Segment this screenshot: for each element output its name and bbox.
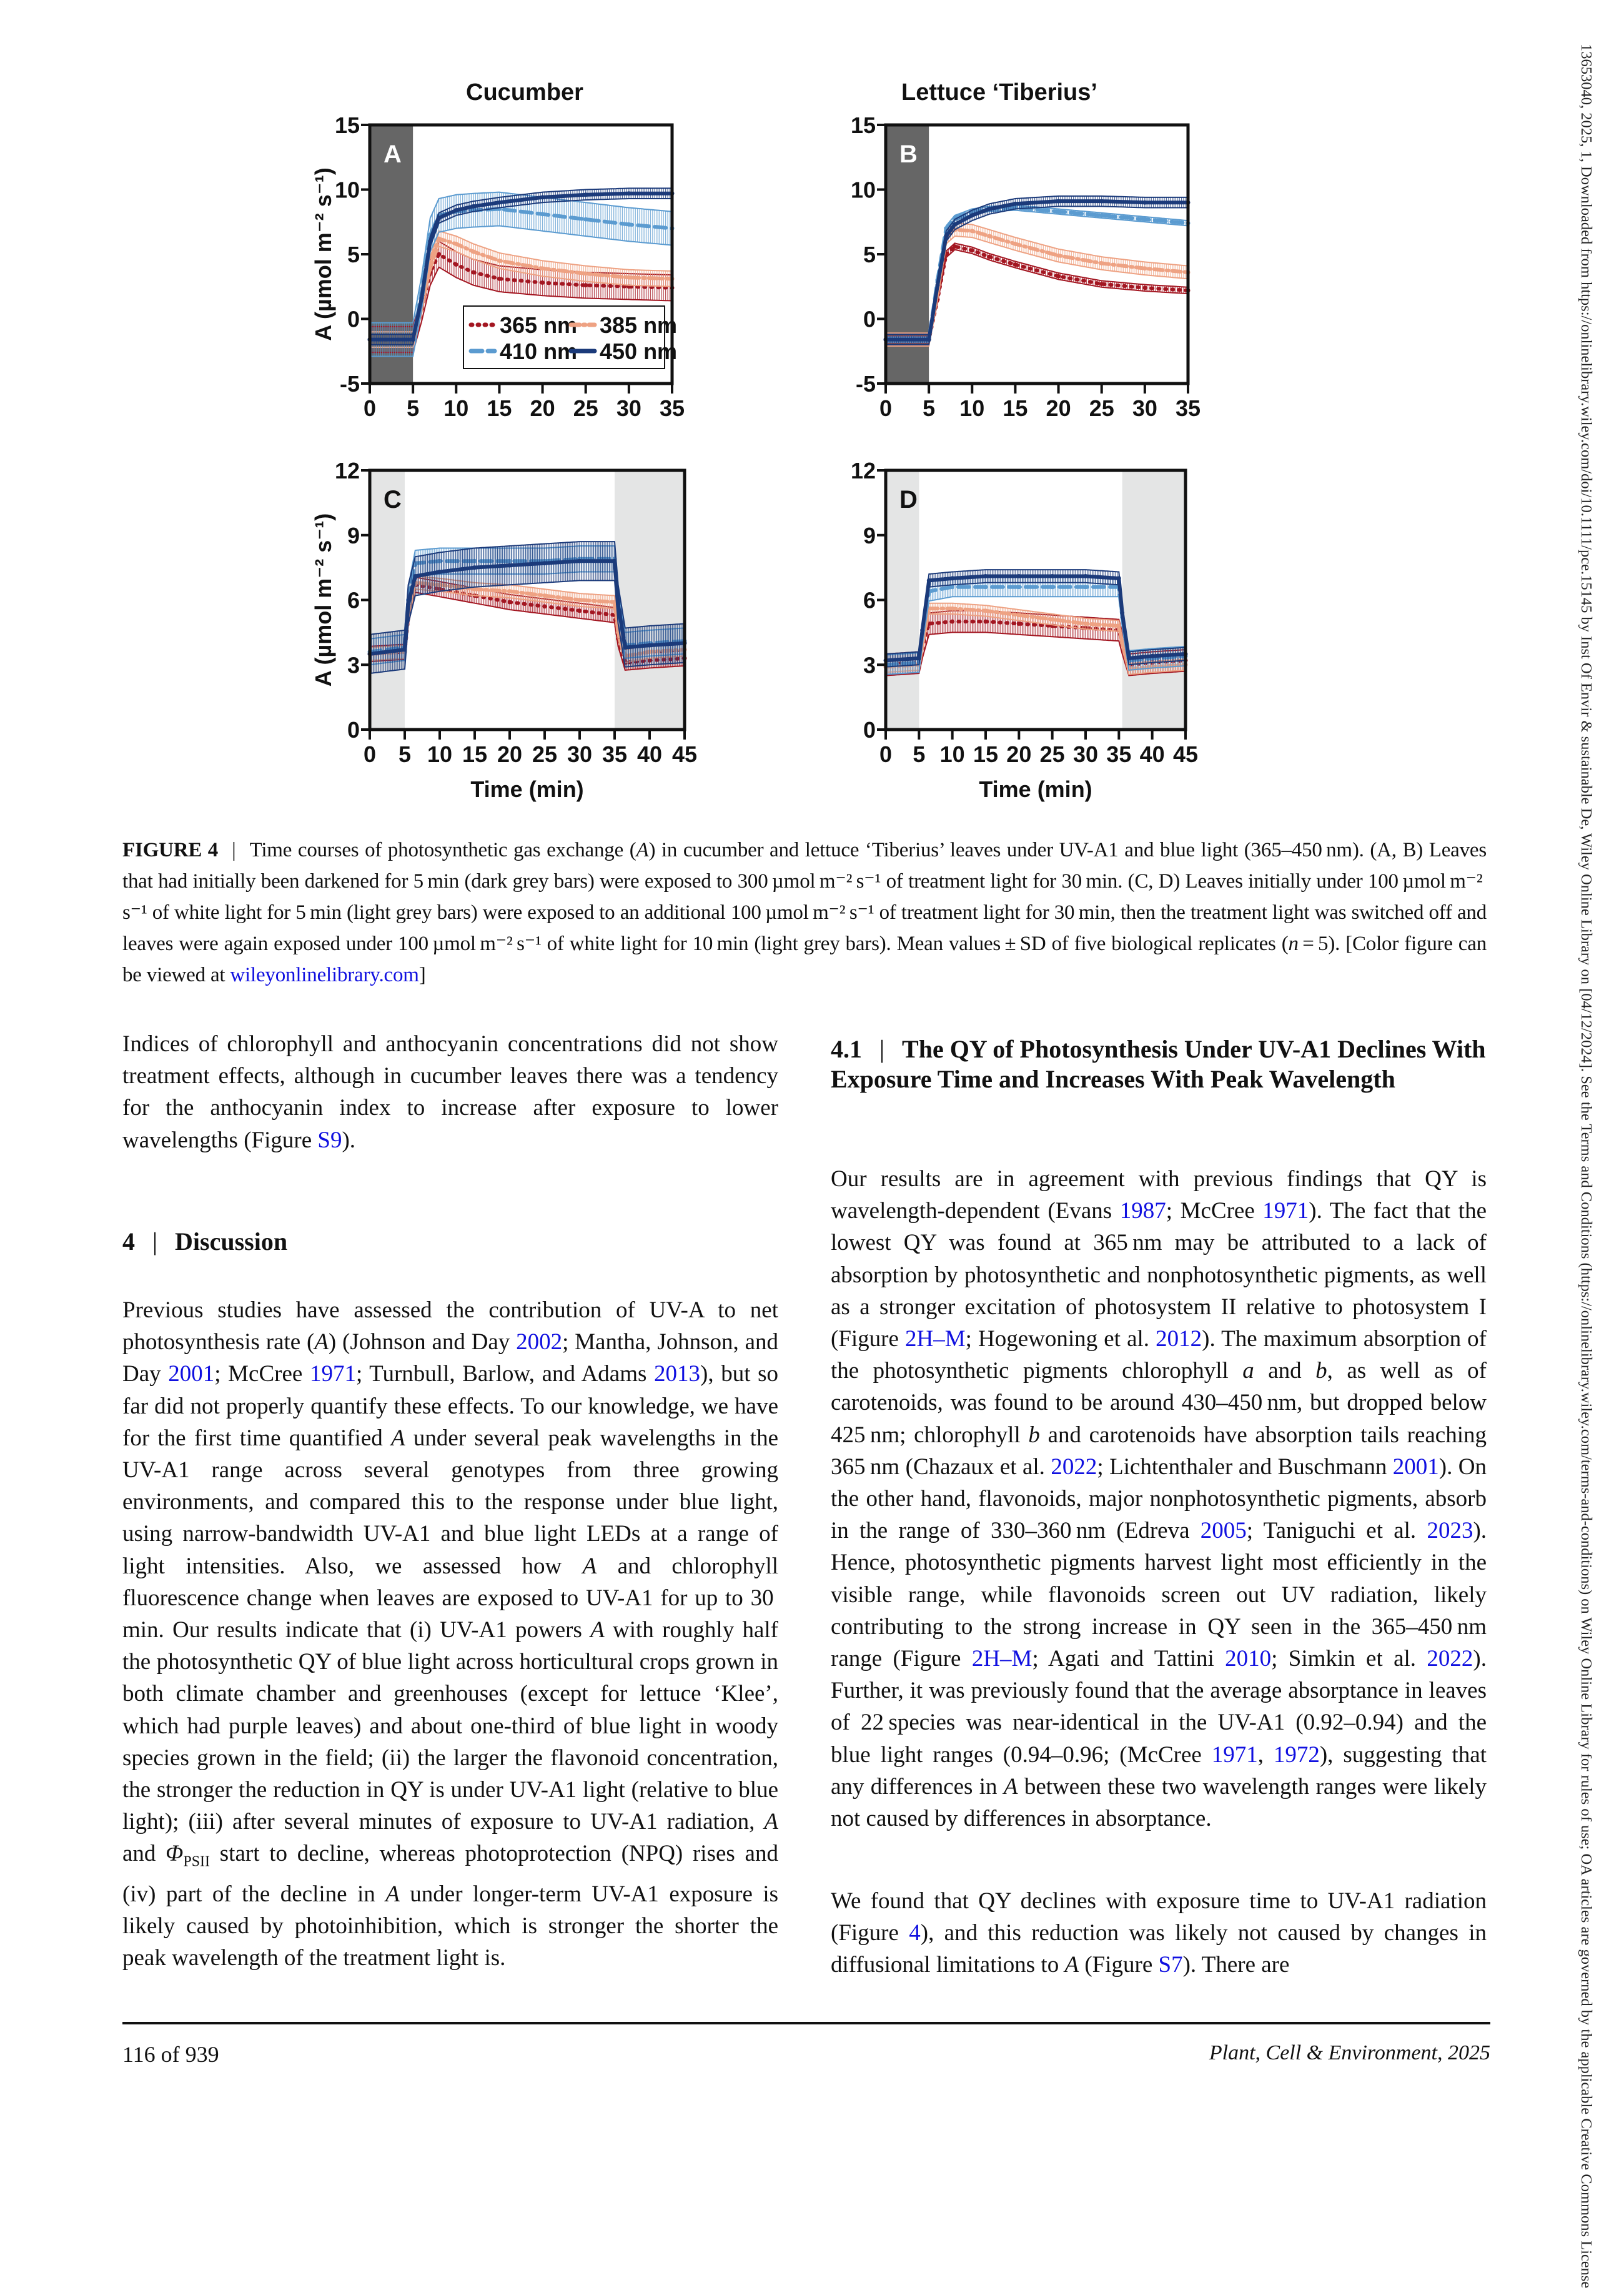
ref-link[interactable]: 2002: [516, 1329, 563, 1355]
text: ; Turnbull, Barlow, and Adams: [355, 1361, 655, 1387]
ref-link[interactable]: 2005: [1200, 1518, 1247, 1544]
y-tick-label: 0: [347, 306, 360, 332]
data-point: [1127, 656, 1131, 660]
data-point: [1084, 585, 1088, 589]
data-point: [623, 645, 627, 650]
data-point: [471, 249, 475, 254]
light-period-bar: [1122, 470, 1186, 730]
data-point: [984, 620, 988, 624]
ref-link[interactable]: 2022: [1051, 1454, 1097, 1480]
panel-d-chart: [824, 443, 1312, 825]
data-point: [987, 255, 991, 259]
data-point: [970, 213, 974, 217]
download-notice-text: 13653040, 2025, 1, Downloaded from https://onlinelibrary.wiley.com/doi/10.1111/pce.15145 by Inst Of Envir & sustainable De, Wiley Online Library on [04/12/2024]. See the Terms and Conditions (https://onlinelibrary.wiley.com/terms-and-conditions) on Wiley Online Library for rules of use; OA articles are governed by the applicable Creative Commons License: [1578, 44, 1595, 2288]
data-point: [1099, 261, 1104, 265]
data-point: [454, 208, 458, 212]
x-tick-label: 45: [1172, 741, 1199, 767]
data-point: [626, 222, 631, 227]
data-point: [1142, 285, 1147, 290]
legend-label: 450 nm: [600, 339, 678, 364]
text: , as well as of carotenoids, was found to be around 430–450 nm, but dropped below 425 nm; chlorophyll: [831, 1358, 1487, 1448]
data-point: [1013, 202, 1017, 206]
data-point: [984, 585, 988, 589]
x-tick-label: 35: [1106, 741, 1132, 767]
x-tick-label: 30: [1072, 741, 1099, 767]
text: ; Hogewoning et al.: [965, 1326, 1156, 1352]
text: ; Mantha, Johnson, and Day: [122, 1329, 778, 1387]
data-point: [1142, 201, 1147, 205]
x-tick-label: 20: [497, 741, 523, 767]
x-tick-label: 0: [879, 395, 893, 421]
data-point: [1017, 613, 1021, 617]
data-point: [950, 607, 954, 611]
data-point: [497, 201, 502, 205]
data-point: [970, 229, 974, 233]
data-point: [920, 628, 924, 632]
section-title: The QY of Photosynthesis Under UV-A1 Declines With Exposure Time and Increases With Peak Wavelength: [831, 1035, 1486, 1093]
text: ), suggesting that any differences in: [831, 1741, 1487, 1800]
y-tick-label: 15: [850, 112, 876, 138]
text: Indices of chlorophyll and anthocyanin concentrations did not show treatment effects, although in cucumber leaves there was a tendency for the anthocyanin index to increase after exposure to lower wavelengths (Figure: [122, 1031, 778, 1153]
ref-link[interactable]: 2023: [1427, 1518, 1473, 1544]
data-point: [1150, 654, 1154, 658]
y-tick-label: -5: [855, 371, 876, 397]
x-tick-label: 0: [363, 741, 377, 767]
data-point: [471, 270, 475, 274]
left-column-para-2: [122, 1294, 778, 1974]
section-number: 4.1: [831, 1035, 862, 1063]
y-tick-label: 15: [334, 112, 360, 138]
text: and: [1254, 1358, 1316, 1384]
data-point: [935, 283, 939, 287]
var: A: [385, 1881, 400, 1908]
y-tick-label: 6: [347, 587, 360, 613]
text: ; McCree: [214, 1361, 310, 1387]
ref-link[interactable]: 2H–M: [971, 1646, 1032, 1672]
text: ; Agati and Tattini: [1032, 1646, 1225, 1672]
y-tick-label: -5: [339, 371, 360, 397]
text: ).: [342, 1127, 356, 1153]
y-tick-label: 9: [347, 522, 360, 548]
data-point: [428, 239, 432, 244]
text: ), and this reduction was likely not caused by changes in diffusional limitations to: [831, 1920, 1487, 1978]
panel-title: Lettuce ‘Tiberius’: [901, 79, 1097, 106]
text: ) (Johnson and Day: [328, 1329, 517, 1355]
data-point: [648, 643, 652, 648]
data-point: [927, 337, 931, 342]
data-point: [1084, 622, 1088, 626]
text: with roughly half the photosynthetic QY of blue light across horticultural crops grown in both climate chamber and greenhouses (except for lettuce ‘Klee’, which had purple leaves) and about one-third of blue light in woody species grown in the field; (ii) the larger the flavonoid concentration, the stronger the reduction in QY is under UV-A1 light (relative to blue light); (iii) after several minutes of exposure to UV-A1 radiation,: [122, 1617, 778, 1835]
data-point: [540, 280, 545, 285]
ref-link[interactable]: 2012: [1156, 1326, 1202, 1352]
data-point: [578, 608, 582, 613]
data-point: [950, 620, 954, 624]
var: A: [590, 1617, 605, 1643]
data-point: [917, 656, 921, 660]
data-point: [543, 593, 547, 598]
data-point: [987, 207, 991, 211]
text: ; Lichtenthaler and Buschmann: [1097, 1454, 1393, 1480]
panel-a-chart: [310, 75, 812, 450]
y-tick-label: 5: [863, 242, 876, 267]
y-tick-label: 10: [850, 177, 876, 203]
section-title: Discussion: [175, 1227, 288, 1255]
x-tick-label: 10: [443, 395, 469, 421]
data-point: [1099, 282, 1104, 286]
y-tick-label: 0: [347, 717, 360, 743]
y-tick-label: 0: [863, 717, 876, 743]
text: ). The maximum absorption of the photosynthetic pigments chlorophyll: [831, 1326, 1487, 1384]
data-point: [583, 283, 588, 287]
x-tick-label: 10: [427, 741, 453, 767]
data-point: [984, 574, 988, 578]
subsection-heading: [831, 1034, 1493, 1094]
y-tick-label: 12: [334, 458, 360, 483]
y-axis-label: A (µmol m⁻² s⁻¹): [310, 167, 336, 341]
text: ; McCree: [1166, 1198, 1263, 1224]
data-point: [454, 242, 458, 246]
ref-link[interactable]: 1971: [309, 1361, 356, 1387]
panel-letter: D: [899, 486, 918, 513]
text: ). On the other hand, flavonoids, major nonphotosynthetic pigments, absorb in the range of 330–360 nm (Edreva: [831, 1454, 1487, 1544]
data-point: [1013, 242, 1017, 246]
var: A: [314, 1329, 329, 1355]
data-point: [1017, 622, 1021, 626]
text: and chlorophyll fluorescence change when leaves are exposed to UV-A1 for up to 30 min. Our results indicate that (i) UV-A1 powers: [122, 1553, 778, 1643]
ref-link[interactable]: 2H–M: [905, 1326, 966, 1352]
text: between these two wavelength ranges were likely not caused by differences in absorptance.: [831, 1773, 1487, 1832]
x-axis-label: Time (min): [470, 776, 584, 802]
journal-name: Plant, Cell & Environment, 2025: [1209, 2041, 1490, 2064]
data-point: [540, 266, 545, 270]
x-tick-label: 0: [363, 395, 377, 421]
y-tick-label: 10: [334, 177, 360, 203]
data-point: [1056, 254, 1061, 258]
var: Φ: [166, 1841, 184, 1867]
text: under longer-term UV-A1 exposure is likely caused by photoinhibition, which is stronger the shorter the peak wavelength of the treatment light is.: [122, 1881, 779, 1971]
data-point: [543, 604, 547, 608]
data-point: [454, 262, 458, 267]
y-tick-label: 6: [863, 587, 876, 613]
ref-link[interactable]: 2010: [1225, 1646, 1272, 1672]
figure-caption: [122, 834, 1487, 991]
x-tick-label: 10: [939, 741, 965, 767]
download-notice-strip: [1577, 44, 1596, 2288]
x-tick-label: 25: [573, 395, 598, 421]
data-point: [497, 259, 502, 263]
data-point: [984, 608, 988, 613]
ref-link[interactable]: 1987: [1119, 1198, 1166, 1224]
data-point: [626, 275, 631, 280]
caption-var: A: [636, 839, 649, 861]
data-point: [413, 574, 417, 578]
ref-link[interactable]: 2013: [654, 1361, 701, 1387]
data-point: [403, 648, 407, 652]
data-point: [411, 337, 415, 342]
heading-separator: |: [152, 1227, 158, 1255]
x-tick-label: 20: [1046, 395, 1071, 421]
x-tick-label: 15: [1003, 395, 1028, 421]
data-point: [626, 191, 631, 196]
data-point: [1056, 274, 1061, 279]
data-point: [1084, 574, 1088, 578]
var: A: [1003, 1773, 1018, 1800]
x-tick-label: 5: [407, 395, 420, 421]
data-point: [1099, 199, 1104, 204]
caption-text: ]: [418, 964, 426, 986]
y-tick-label: 9: [863, 522, 876, 548]
text: ), but so far did not properly quantify these effects. To our knowledge, we have for the first time quantified: [122, 1361, 778, 1451]
data-point: [1117, 624, 1121, 628]
text: Previous studies have assessed the contribution of UV-A to net photosynthesis rate (: [122, 1297, 778, 1355]
legend-label: 385 nm: [600, 312, 678, 338]
x-tick-label: 20: [1006, 741, 1032, 767]
var: A: [1064, 1952, 1079, 1978]
data-point: [578, 559, 582, 563]
figure-4: [310, 75, 1312, 825]
data-point: [578, 598, 582, 602]
x-tick-label: 30: [1132, 395, 1157, 421]
y-tick-label: 5: [347, 242, 360, 267]
caption-var: n: [1288, 933, 1299, 955]
panel-letter: C: [384, 486, 402, 513]
data-point: [583, 192, 588, 197]
caption-text: = 5). [Color figure can be viewed at: [122, 933, 1487, 986]
text: and: [122, 1841, 166, 1867]
data-point: [543, 561, 547, 565]
panel-letter: B: [899, 141, 918, 168]
page-number: 116 of 939: [122, 2042, 219, 2067]
var: b: [1315, 1358, 1327, 1384]
data-point: [438, 570, 442, 574]
data-point: [927, 578, 931, 583]
x-tick-label: 25: [532, 741, 558, 767]
x-tick-label: 40: [1139, 741, 1165, 767]
right-column-para-1: [831, 1163, 1487, 1835]
x-tick-label: 35: [1175, 395, 1201, 421]
x-tick-label: 30: [616, 395, 641, 421]
data-point: [953, 222, 957, 227]
x-tick-label: 5: [913, 741, 926, 767]
text: ; Taniguchi et al.: [1246, 1518, 1427, 1544]
x-tick-label: 15: [462, 741, 488, 767]
text: and carotenoids have absorption tails reaching 365 nm (Chazaux et al.: [831, 1422, 1487, 1480]
ref-link[interactable]: 2001: [168, 1361, 215, 1387]
ref-link[interactable]: 1971: [1211, 1741, 1258, 1768]
legend-label: 365 nm: [500, 312, 578, 338]
data-point: [583, 272, 588, 276]
ref-link[interactable]: 1972: [1273, 1741, 1320, 1768]
text: ). Hence, photosynthetic pigments harvest light most efficiently in the visible range, while flavonoids screen out UV radiation, likely contributing to the strong increase in QY seen in the 365–450 nm range (Figure: [831, 1518, 1487, 1672]
ref-link[interactable]: 2022: [1427, 1646, 1473, 1672]
text: (Figure: [1079, 1952, 1159, 1978]
light-period-bar: [615, 470, 685, 730]
data-point: [987, 234, 991, 239]
data-point: [583, 217, 588, 222]
data-point: [1142, 217, 1147, 222]
text: ). The fact that the lowest QY was found at 365 nm may be attributed to a lack of absorption by photosynthetic and nonphotosynthetic pigments, as well as a stronger excitation of photosystem II relative to photosystem I (Figure: [831, 1198, 1487, 1352]
x-tick-label: 45: [671, 741, 698, 767]
var: a: [1242, 1358, 1254, 1384]
x-tick-label: 10: [959, 395, 985, 421]
data-point: [540, 212, 545, 216]
x-axis-label: Time (min): [979, 776, 1092, 802]
text: ). Further, it was previously found that the average absorptance in leaves of 22 species was near-identical in the UV-A1 (0.92–0.94) and the blue light ranges (0.94–0.96; (McCree: [831, 1646, 1487, 1768]
x-tick-label: 15: [973, 741, 999, 767]
x-tick-label: 35: [602, 741, 628, 767]
panel-b-chart: [824, 75, 1312, 450]
wiley-link[interactable]: wileyonlinelibrary.com: [230, 964, 419, 986]
var: A: [391, 1425, 405, 1451]
heading-separator: |: [879, 1035, 885, 1063]
x-tick-label: 40: [636, 741, 663, 767]
text: ; Simkin et al.: [1271, 1646, 1427, 1672]
x-tick-label: 5: [923, 395, 936, 421]
text: ,: [1257, 1741, 1274, 1768]
data-point: [508, 563, 512, 568]
caption-separator: |: [232, 839, 236, 861]
data-point: [950, 576, 954, 580]
x-tick-label: 30: [567, 741, 593, 767]
legend: [463, 306, 677, 369]
data-point: [1120, 611, 1124, 615]
right-column-para-2: [831, 1885, 1487, 1981]
text: Our results are in agreement with previous findings that QY is wavelength-dependent (Evans: [831, 1166, 1487, 1224]
figure-link[interactable]: 4: [909, 1920, 921, 1946]
data-point: [616, 602, 620, 607]
panel-letter: A: [384, 141, 402, 168]
x-tick-label: 20: [530, 395, 555, 421]
ref-link[interactable]: S9: [317, 1127, 342, 1153]
data-point: [1050, 617, 1054, 622]
data-point: [497, 277, 502, 281]
x-tick-label: 35: [659, 395, 685, 421]
data-point: [944, 234, 948, 239]
data-point: [613, 559, 617, 563]
data-point: [1099, 213, 1104, 217]
var: b: [1028, 1422, 1040, 1448]
data-point: [508, 600, 512, 604]
caption-text: Time courses of photosynthetic gas exchange (: [249, 839, 636, 861]
x-tick-label: 5: [398, 741, 412, 767]
text: under several peak wavelengths in the UV-A1 range across several genotypes from three growing environments, and compared this to the response under blue light, using narrow-bandwidth UV-A1 and blue light LEDs at a range of light intensities. Also, we assessed how: [122, 1425, 778, 1579]
data-point: [970, 248, 974, 252]
y-tick-label: 0: [863, 306, 876, 332]
x-tick-label: 15: [487, 395, 512, 421]
ref-link[interactable]: 1971: [1262, 1198, 1309, 1224]
subscript: PSII: [183, 1853, 210, 1870]
panel-title: Cucumber: [466, 79, 583, 106]
data-point: [540, 195, 545, 199]
data-point: [473, 565, 477, 570]
data-point: [471, 204, 475, 209]
y-tick-label: 12: [850, 458, 876, 483]
data-point: [437, 216, 441, 220]
text: We found that QY declines with exposure time to UV-A1 radiation (Figure: [831, 1888, 1487, 1946]
legend-label: 410 nm: [500, 339, 578, 364]
data-point: [1013, 262, 1017, 267]
x-tick-label: 25: [1089, 395, 1114, 421]
var: A: [582, 1553, 597, 1579]
data-point: [1050, 574, 1054, 578]
data-point: [1017, 574, 1021, 578]
y-tick-label: 3: [863, 652, 876, 678]
y-axis-label: A (µmol m⁻² s⁻¹): [310, 513, 336, 687]
text: ). There are: [1182, 1952, 1290, 1978]
panel-c-chart: [310, 443, 812, 825]
data-point: [1017, 585, 1021, 589]
data-point: [1120, 641, 1124, 645]
data-point: [1142, 266, 1147, 270]
left-column-para-1: [122, 1028, 778, 1156]
var: A: [764, 1809, 778, 1835]
section-heading-discussion: [122, 1227, 287, 1256]
footer-divider: [122, 2022, 1490, 2024]
x-tick-label: 0: [879, 741, 893, 767]
data-point: [508, 589, 512, 593]
data-point: [1056, 199, 1061, 204]
ref-link[interactable]: S7: [1158, 1952, 1183, 1978]
figure-label: FIGURE 4: [122, 839, 219, 861]
y-tick-label: 3: [347, 652, 360, 678]
x-tick-label: 25: [1039, 741, 1065, 767]
data-point: [419, 296, 423, 300]
data-point: [1050, 585, 1054, 589]
data-point: [1056, 209, 1061, 214]
caption-text: ) in cucumber and lettuce ‘Tiberius’ leaves under UV-A1 and blue light (365–450 nm). (A, B) Leaves that had initially been darkened for 5 min (dark grey bars) were exposed to 300 µmol m⁻² s⁻¹ of treatment light for 30 min. (C, D) Leaves initially under 100 µmol m⁻² s⁻¹ of white light for 5 min (light grey bars) were exposed to an additional 100 µmol m⁻² s⁻¹ of treatment light for 30 min, then the treatment light was switched off and leaves were again exposed under 100 µmol m⁻² s⁻¹ of white light for 10 min (light grey bars). Mean values ± SD of five biological replicates (: [122, 839, 1487, 955]
data-point: [953, 244, 957, 249]
data-point: [406, 602, 410, 607]
ref-link[interactable]: 2001: [1392, 1454, 1439, 1480]
text: start to decline, whereas photoprotection (NPQ) rises and (iv) part of the decline in: [122, 1841, 778, 1908]
data-point: [1117, 576, 1121, 580]
section-number: 4: [122, 1227, 135, 1255]
